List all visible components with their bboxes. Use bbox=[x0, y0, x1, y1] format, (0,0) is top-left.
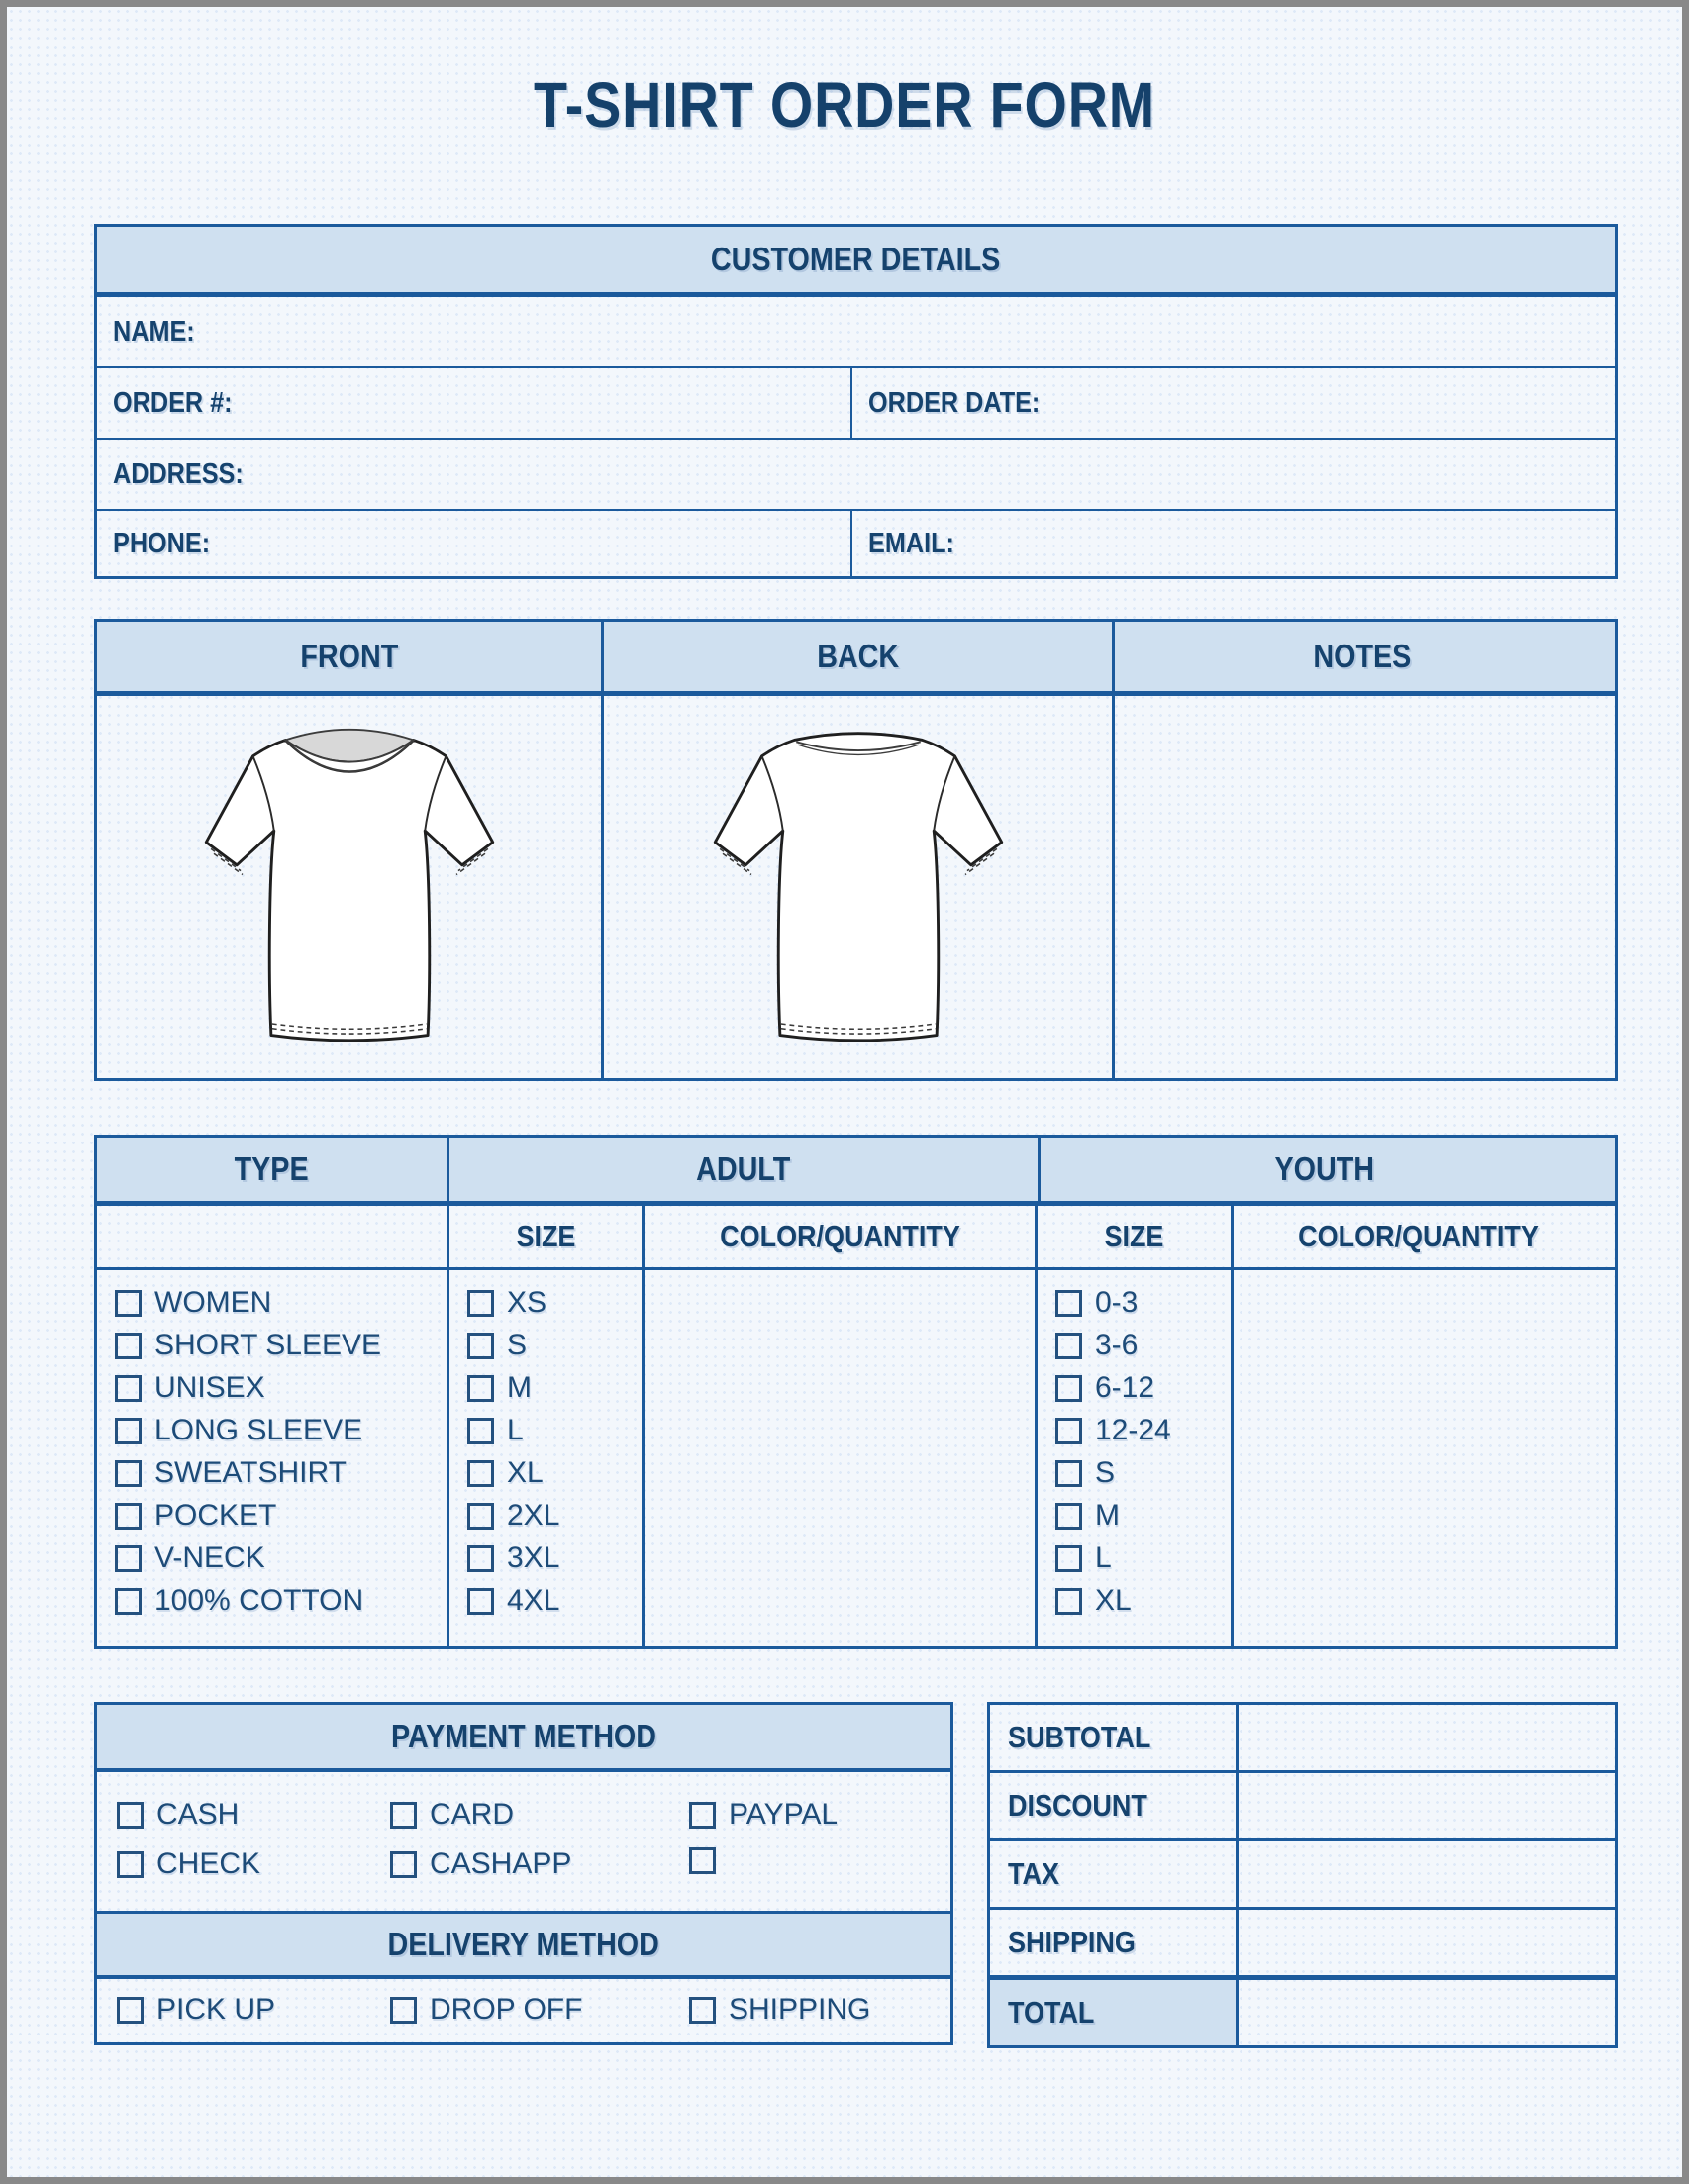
type-option-checkbox[interactable] bbox=[115, 1588, 142, 1615]
youth-size-checkbox[interactable] bbox=[1055, 1503, 1082, 1530]
email-field bbox=[850, 511, 1615, 576]
subtotal-label-cell bbox=[990, 1705, 1239, 1770]
youth-size-label: XL bbox=[1095, 1584, 1132, 1617]
delivery-option-label: SHIPPING bbox=[729, 1993, 871, 2026]
tax-label: TAX bbox=[1008, 1856, 1059, 1891]
subtotal-row bbox=[990, 1705, 1615, 1773]
type-option-v-neck bbox=[115, 1541, 447, 1575]
shipping-row bbox=[990, 1910, 1615, 1980]
notes-area[interactable] bbox=[1112, 696, 1609, 1078]
tshirt-back-image bbox=[696, 715, 1021, 1059]
payment-option-label: CHECK bbox=[156, 1847, 261, 1880]
name-label: NAME: bbox=[113, 315, 195, 347]
phone-row bbox=[97, 511, 1615, 576]
youth-size-checkbox[interactable] bbox=[1055, 1333, 1082, 1359]
youth-size-s bbox=[1055, 1456, 1231, 1490]
discount-value[interactable] bbox=[1239, 1773, 1615, 1838]
youth-color-quantity-header-label: COLOR/QUANTITY bbox=[1298, 1219, 1539, 1253]
payment-option-checkbox[interactable] bbox=[117, 1802, 144, 1829]
adult-size-4xl bbox=[467, 1584, 642, 1618]
adult-size-2xl bbox=[467, 1499, 642, 1533]
shipping-label: SHIPPING bbox=[1008, 1925, 1136, 1959]
youth-size-checkbox[interactable] bbox=[1055, 1460, 1082, 1487]
adult-color-quantity-header-label: COLOR/QUANTITY bbox=[719, 1219, 960, 1253]
type-option-cotton bbox=[115, 1584, 447, 1618]
payment-option-label: CASH bbox=[156, 1798, 240, 1831]
shipping-value[interactable] bbox=[1239, 1910, 1615, 1975]
payment-option-label: PAYPAL bbox=[729, 1798, 839, 1831]
youth-size-m bbox=[1055, 1499, 1231, 1533]
customer-details-header-label: CUSTOMER DETAILS bbox=[711, 241, 1001, 277]
adult-size-s bbox=[467, 1329, 642, 1362]
order-number-field bbox=[97, 368, 850, 438]
payment-option-card bbox=[390, 1798, 514, 1832]
adult-header bbox=[447, 1138, 1038, 1201]
youth-size-checkbox[interactable] bbox=[1055, 1545, 1082, 1572]
phone-input[interactable] bbox=[225, 511, 850, 576]
youth-size-label: L bbox=[1095, 1541, 1112, 1574]
payment-option-cashapp bbox=[390, 1847, 571, 1881]
payment-option-checkbox[interactable] bbox=[390, 1851, 417, 1878]
address-label: ADDRESS: bbox=[113, 457, 244, 490]
adult-size-m bbox=[467, 1371, 642, 1405]
tax-row bbox=[990, 1841, 1615, 1910]
adult-size-l bbox=[467, 1414, 642, 1447]
order-number-input[interactable] bbox=[250, 368, 850, 438]
size-subheader-row bbox=[97, 1206, 1615, 1270]
adult-size-checkbox[interactable] bbox=[467, 1418, 494, 1444]
delivery-option-label: PICK UP bbox=[156, 1993, 276, 2026]
youth-size-checkbox[interactable] bbox=[1055, 1290, 1082, 1317]
order-row bbox=[97, 368, 1615, 440]
payment-option-checkbox[interactable] bbox=[390, 1802, 417, 1829]
adult-size-checkbox[interactable] bbox=[467, 1290, 494, 1317]
adult-size-checkbox[interactable] bbox=[467, 1333, 494, 1359]
back-design-area[interactable] bbox=[601, 696, 1112, 1078]
type-options-list bbox=[97, 1270, 447, 1618]
adult-size-checkbox[interactable] bbox=[467, 1375, 494, 1402]
type-option-checkbox[interactable] bbox=[115, 1545, 142, 1572]
adult-size-label: L bbox=[507, 1414, 524, 1446]
type-size-body-row bbox=[97, 1270, 1615, 1646]
front-design-area[interactable] bbox=[97, 696, 601, 1078]
youth-header-label: YOUTH bbox=[1274, 1150, 1375, 1187]
delivery-option-label: DROP OFF bbox=[430, 1993, 583, 2026]
youth-size-label: 12-24 bbox=[1095, 1414, 1171, 1446]
adult-size-checkbox[interactable] bbox=[467, 1545, 494, 1572]
adult-size-header bbox=[447, 1206, 642, 1267]
type-option-label: SHORT SLEEVE bbox=[154, 1329, 381, 1361]
adult-size-checkbox[interactable] bbox=[467, 1503, 494, 1530]
customer-details-table bbox=[94, 224, 1618, 579]
adult-size-label: M bbox=[507, 1371, 532, 1404]
delivery-option-checkbox[interactable] bbox=[117, 1997, 144, 2024]
type-option-checkbox[interactable] bbox=[115, 1333, 142, 1359]
type-header-label: TYPE bbox=[234, 1150, 309, 1187]
delivery-method-header bbox=[97, 1914, 950, 1979]
payment-method-header-label: PAYMENT METHOD bbox=[391, 1718, 656, 1754]
type-subheader-empty bbox=[97, 1206, 447, 1267]
delivery-options-area bbox=[97, 1979, 950, 2042]
youth-color-quantity-area[interactable] bbox=[1231, 1270, 1603, 1646]
youth-size-checkbox[interactable] bbox=[1055, 1418, 1082, 1444]
adult-size-header-label: SIZE bbox=[516, 1219, 575, 1253]
address-row bbox=[97, 440, 1615, 511]
front-header bbox=[97, 622, 601, 691]
total-value[interactable] bbox=[1239, 1980, 1615, 2045]
payment-delivery-table bbox=[94, 1702, 953, 2045]
type-option-checkbox[interactable] bbox=[115, 1418, 142, 1444]
youth-size-xl bbox=[1055, 1584, 1231, 1618]
type-size-header-row bbox=[97, 1138, 1615, 1206]
delivery-option-checkbox[interactable] bbox=[689, 1997, 716, 2024]
youth-size-0-3 bbox=[1055, 1286, 1231, 1320]
type-option-checkbox[interactable] bbox=[115, 1375, 142, 1402]
total-label: TOTAL bbox=[1008, 1995, 1095, 2030]
youth-size-checkbox[interactable] bbox=[1055, 1588, 1082, 1615]
name-row bbox=[97, 297, 1615, 368]
payment-option-check bbox=[117, 1847, 260, 1881]
payment-option-paypal bbox=[689, 1798, 838, 1832]
adult-size-xl bbox=[467, 1456, 642, 1490]
type-option-label: SWEATSHIRT bbox=[154, 1456, 347, 1489]
tax-value[interactable] bbox=[1239, 1841, 1615, 1907]
customer-details-header bbox=[97, 227, 1615, 297]
type-option-long-sleeve bbox=[115, 1414, 447, 1447]
type-option-label: LONG SLEEVE bbox=[154, 1414, 363, 1446]
youth-size-label: 3-6 bbox=[1095, 1329, 1139, 1361]
adult-size-label: XS bbox=[507, 1286, 547, 1319]
type-option-sweatshirt bbox=[115, 1456, 447, 1490]
youth-size-label: M bbox=[1095, 1499, 1120, 1532]
order-date-label: ORDER DATE: bbox=[868, 386, 1041, 419]
type-option-short-sleeve bbox=[115, 1329, 447, 1362]
youth-size-header bbox=[1035, 1206, 1231, 1267]
totals-table bbox=[987, 1702, 1618, 2048]
youth-header bbox=[1038, 1138, 1609, 1201]
youth-size-checkbox[interactable] bbox=[1055, 1375, 1082, 1402]
front-header-label: FRONT bbox=[300, 638, 398, 674]
subtotal-value[interactable] bbox=[1239, 1705, 1615, 1770]
payment-option-other bbox=[689, 1847, 729, 1874]
type-option-label: 100% COTTON bbox=[154, 1584, 364, 1617]
name-input[interactable] bbox=[207, 297, 1615, 366]
type-header bbox=[97, 1138, 447, 1201]
payment-option-checkbox[interactable] bbox=[689, 1802, 716, 1829]
adult-size-xs bbox=[467, 1286, 642, 1320]
type-option-label: V-NECK bbox=[154, 1541, 265, 1574]
type-option-checkbox[interactable] bbox=[115, 1503, 142, 1530]
delivery-option-dropoff bbox=[390, 1993, 582, 2027]
tshirt-front-image bbox=[187, 715, 512, 1059]
phone-label: PHONE: bbox=[113, 527, 211, 559]
adult-size-label: S bbox=[507, 1329, 528, 1361]
order-number-label: ORDER #: bbox=[113, 386, 233, 419]
youth-color-quantity-header bbox=[1231, 1206, 1603, 1267]
email-input[interactable] bbox=[967, 511, 1615, 576]
page-title: T-SHIRT ORDER FORM bbox=[533, 69, 1156, 141]
type-option-label: POCKET bbox=[154, 1499, 277, 1532]
address-field bbox=[97, 440, 1615, 509]
adult-size-checkbox[interactable] bbox=[467, 1588, 494, 1615]
adult-color-quantity-area[interactable] bbox=[642, 1270, 1035, 1646]
back-header-label: BACK bbox=[817, 638, 899, 674]
address-input[interactable] bbox=[262, 440, 1615, 509]
payment-option-checkbox[interactable] bbox=[689, 1847, 716, 1874]
name-field bbox=[97, 297, 1615, 366]
tax-label-cell bbox=[990, 1841, 1239, 1907]
youth-size-6-12 bbox=[1055, 1371, 1231, 1405]
subtotal-label: SUBTOTAL bbox=[1008, 1720, 1151, 1754]
adult-size-checkbox[interactable] bbox=[467, 1460, 494, 1487]
notes-header-label: NOTES bbox=[1313, 638, 1411, 674]
type-option-checkbox[interactable] bbox=[115, 1290, 142, 1317]
design-header-row bbox=[97, 622, 1615, 696]
youth-size-l bbox=[1055, 1541, 1231, 1575]
discount-label: DISCOUNT bbox=[1008, 1788, 1147, 1823]
type-options-cell bbox=[97, 1270, 447, 1646]
discount-label-cell bbox=[990, 1773, 1239, 1838]
design-table bbox=[94, 619, 1618, 1081]
youth-size-label: 6-12 bbox=[1095, 1371, 1155, 1404]
adult-size-label: 2XL bbox=[507, 1499, 560, 1532]
type-option-label: WOMEN bbox=[154, 1286, 272, 1319]
discount-row bbox=[990, 1773, 1615, 1841]
payment-option-label: CARD bbox=[430, 1798, 515, 1831]
youth-size-header-label: SIZE bbox=[1104, 1219, 1164, 1253]
youth-sizes-cell bbox=[1035, 1270, 1231, 1646]
back-header bbox=[601, 622, 1112, 691]
payment-method-header bbox=[97, 1705, 950, 1772]
type-option-label: UNISEX bbox=[154, 1371, 265, 1404]
order-date-field bbox=[850, 368, 1615, 438]
order-date-input[interactable] bbox=[1065, 368, 1615, 438]
adult-sizes-cell bbox=[447, 1270, 642, 1646]
youth-size-12-24 bbox=[1055, 1414, 1231, 1447]
delivery-option-pickup bbox=[117, 1993, 275, 2027]
youth-size-label: 0-3 bbox=[1095, 1286, 1139, 1319]
adult-size-label: XL bbox=[507, 1456, 544, 1489]
type-size-table bbox=[94, 1135, 1618, 1649]
phone-field bbox=[97, 511, 850, 576]
youth-size-3-6 bbox=[1055, 1329, 1231, 1362]
type-option-women bbox=[115, 1286, 447, 1320]
delivery-method-header-label: DELIVERY METHOD bbox=[387, 1926, 660, 1962]
youth-sizes-list bbox=[1038, 1270, 1231, 1618]
email-label: EMAIL: bbox=[868, 527, 954, 559]
total-label-cell bbox=[990, 1980, 1239, 2045]
payment-option-label: CASHAPP bbox=[430, 1847, 572, 1880]
delivery-option-shipping bbox=[689, 1993, 870, 2027]
design-body-row bbox=[97, 696, 1615, 1078]
delivery-option-checkbox[interactable] bbox=[390, 1997, 417, 2024]
adult-sizes-list bbox=[449, 1270, 642, 1618]
adult-size-label: 3XL bbox=[507, 1541, 560, 1574]
payment-options-area bbox=[97, 1772, 950, 1914]
adult-header-label: ADULT bbox=[696, 1150, 791, 1187]
type-option-pocket bbox=[115, 1499, 447, 1533]
payment-option-checkbox[interactable] bbox=[117, 1851, 144, 1878]
notes-header bbox=[1112, 622, 1609, 691]
adult-size-3xl bbox=[467, 1541, 642, 1575]
adult-size-label: 4XL bbox=[507, 1584, 560, 1617]
type-option-unisex bbox=[115, 1371, 447, 1405]
shipping-label-cell bbox=[990, 1910, 1239, 1975]
youth-size-label: S bbox=[1095, 1456, 1116, 1489]
payment-option-cash bbox=[117, 1798, 239, 1832]
type-option-checkbox[interactable] bbox=[115, 1460, 142, 1487]
total-row bbox=[990, 1980, 1615, 2045]
adult-color-quantity-header bbox=[642, 1206, 1035, 1267]
